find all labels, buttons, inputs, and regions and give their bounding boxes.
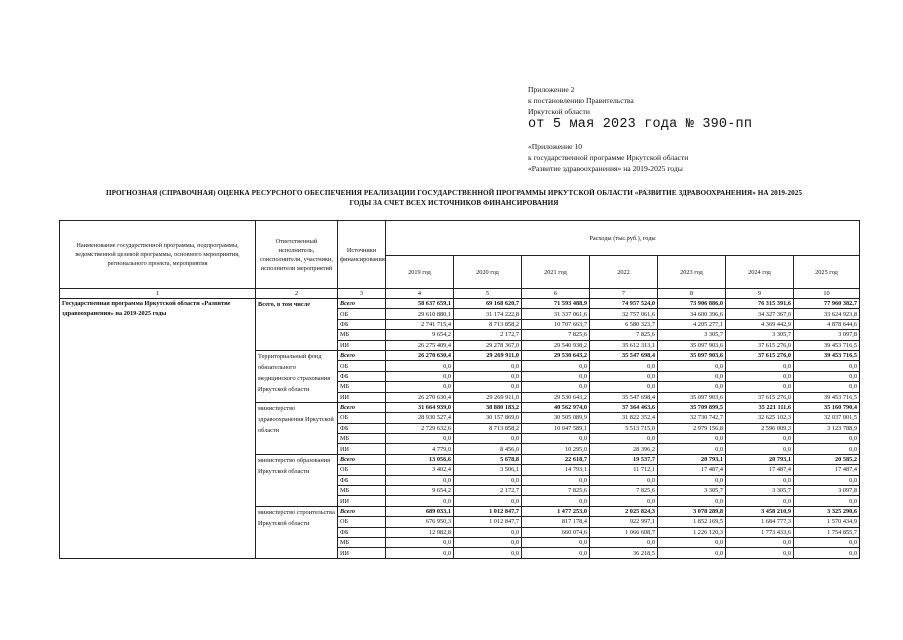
column-number: 9 xyxy=(726,289,794,299)
value-cell: 0,0 xyxy=(658,496,726,506)
value-cell: 0,0 xyxy=(522,382,590,392)
column-number: 5 xyxy=(454,289,522,299)
header-name: Наименование государственной программы, подпрограммы, ведомственной целевой программы, основного мероприятия, регионального проекта, мероприятия xyxy=(60,221,256,289)
value-cell: 77 960 382,7 xyxy=(794,299,860,309)
value-cell: 0,0 xyxy=(590,496,658,506)
value-cell: 0,0 xyxy=(454,527,522,537)
source-cell: ИИ xyxy=(338,392,386,402)
value-cell: 29 610 880,1 xyxy=(386,309,454,319)
value-cell: 38 880 183,2 xyxy=(454,402,522,412)
value-cell: 35 612 313,1 xyxy=(590,340,658,350)
value-cell: 3 325 290,6 xyxy=(794,506,860,516)
value-cell: 0,0 xyxy=(522,371,590,381)
value-cell: 1 773 433,6 xyxy=(726,527,794,537)
value-cell: 32 037 001,5 xyxy=(794,413,860,423)
value-cell: 5 513 715,0 xyxy=(590,423,658,433)
value-cell: 0,0 xyxy=(658,361,726,371)
value-cell: 3 097,8 xyxy=(794,330,860,340)
source-cell: ОБ xyxy=(338,465,386,475)
header-year: 2019 год xyxy=(386,256,454,289)
value-cell: 33 624 923,8 xyxy=(794,309,860,319)
value-cell: 32 757 061,6 xyxy=(590,309,658,319)
value-cell: 0,0 xyxy=(726,496,794,506)
value-cell: 0,0 xyxy=(386,361,454,371)
value-cell: 39 453 716,5 xyxy=(794,340,860,350)
value-cell: 30 505 089,9 xyxy=(522,413,590,423)
value-cell: 2 729 632,6 xyxy=(386,423,454,433)
value-cell: 3 402,4 xyxy=(386,465,454,475)
header-year: 2021 год xyxy=(522,256,590,289)
source-cell: МБ xyxy=(338,330,386,340)
value-cell: 0,0 xyxy=(658,382,726,392)
value-cell: 0,0 xyxy=(386,475,454,485)
value-cell: 1 012 847,7 xyxy=(454,506,522,516)
value-cell: 3 305,7 xyxy=(726,486,794,496)
value-cell: 30 157 869,0 xyxy=(454,413,522,423)
value-cell: 2 979 156,8 xyxy=(658,423,726,433)
source-cell: МБ xyxy=(338,434,386,444)
value-cell: 34 327 367,0 xyxy=(726,309,794,319)
appendix-line: «Развитие здравоохранения» на 2019-2025 годы xyxy=(528,164,683,173)
value-cell: 10 047 589,1 xyxy=(522,423,590,433)
source-cell: МБ xyxy=(338,382,386,392)
value-cell: 0,0 xyxy=(454,434,522,444)
value-cell: 31 664 939,0 xyxy=(386,402,454,412)
source-cell: Всего xyxy=(338,299,386,309)
value-cell: 0,0 xyxy=(590,361,658,371)
value-cell: 17 487,4 xyxy=(726,465,794,475)
value-cell: 26 275 409,4 xyxy=(386,340,454,350)
value-cell: 689 033,1 xyxy=(386,506,454,516)
value-cell: 7 825,6 xyxy=(522,330,590,340)
value-cell: 1 226 120,3 xyxy=(658,527,726,537)
value-cell: 0,0 xyxy=(658,434,726,444)
source-cell: ОБ xyxy=(338,517,386,527)
approval-line: к постановлению Правительства xyxy=(528,96,634,105)
value-cell: 40 562 974,0 xyxy=(522,402,590,412)
value-cell: 35 097 903,6 xyxy=(658,392,726,402)
value-cell: 4 205 277,1 xyxy=(658,319,726,329)
value-cell: 0,0 xyxy=(726,434,794,444)
value-cell: 31 822 352,4 xyxy=(590,413,658,423)
value-cell: 0,0 xyxy=(794,537,860,547)
value-cell: 0,0 xyxy=(794,434,860,444)
value-cell: 0,0 xyxy=(454,496,522,506)
value-cell: 35 547 698,4 xyxy=(590,350,658,360)
value-cell: 11 712,1 xyxy=(590,465,658,475)
value-cell: 29 530 643,2 xyxy=(522,392,590,402)
value-cell: 35 160 790,4 xyxy=(794,402,860,412)
value-cell: 0,0 xyxy=(794,361,860,371)
document-title xyxy=(64,188,844,208)
column-number: 10 xyxy=(794,289,860,299)
source-cell: ОБ xyxy=(338,309,386,319)
value-cell: 17 487,4 xyxy=(794,465,860,475)
header-year: 2020 год xyxy=(454,256,522,289)
value-cell: 0,0 xyxy=(794,444,860,454)
value-cell: 5 678,8 xyxy=(454,454,522,464)
column-number: 4 xyxy=(386,289,454,299)
value-cell: 36 218,5 xyxy=(590,548,658,558)
value-cell: 0,0 xyxy=(794,475,860,485)
value-cell: 3 305,7 xyxy=(658,486,726,496)
value-cell: 20 585,2 xyxy=(794,454,860,464)
value-cell: 0,0 xyxy=(454,382,522,392)
source-cell: ФБ xyxy=(338,527,386,537)
value-cell: 71 593 488,9 xyxy=(522,299,590,309)
value-cell: 26 270 630,4 xyxy=(386,392,454,402)
value-cell: 29 278 367,0 xyxy=(454,340,522,350)
value-cell: 29 530 643,2 xyxy=(522,350,590,360)
value-cell: 4 878 644,6 xyxy=(794,319,860,329)
value-cell: 0,0 xyxy=(454,537,522,547)
table-row xyxy=(60,299,860,309)
value-cell: 0,0 xyxy=(794,382,860,392)
value-cell: 0,0 xyxy=(454,548,522,558)
value-cell: 0,0 xyxy=(658,475,726,485)
value-cell: 26 270 630,4 xyxy=(386,350,454,360)
value-cell: 10 295,0 xyxy=(522,444,590,454)
value-cell: 0,0 xyxy=(590,382,658,392)
value-cell: 76 315 391,6 xyxy=(726,299,794,309)
source-cell: ОБ xyxy=(338,361,386,371)
value-cell: 32 625 102,3 xyxy=(726,413,794,423)
value-cell: 7 825,6 xyxy=(522,486,590,496)
value-cell: 0,0 xyxy=(726,537,794,547)
column-number: 7 xyxy=(590,289,658,299)
source-cell: ФБ xyxy=(338,319,386,329)
approval-date-number: от 5 мая 2023 года № 390-пп xyxy=(528,117,753,132)
source-cell: МБ xyxy=(338,537,386,547)
value-cell: 0,0 xyxy=(590,537,658,547)
value-cell: 39 453 716,5 xyxy=(794,392,860,402)
value-cell: 0,0 xyxy=(454,361,522,371)
value-cell: 31 337 061,6 xyxy=(522,309,590,319)
value-cell: 676 950,3 xyxy=(386,517,454,527)
value-cell: 660 074,6 xyxy=(522,527,590,537)
approval-block xyxy=(528,84,752,174)
executor-cell: Всего, в том числе xyxy=(256,299,338,351)
source-cell: ФБ xyxy=(338,371,386,381)
column-number: 6 xyxy=(522,289,590,299)
value-cell: 35 709 899,5 xyxy=(658,402,726,412)
executor-cell: министерство здравоохранения Иркутской области xyxy=(256,402,338,454)
value-cell: 0,0 xyxy=(726,475,794,485)
value-cell: 39 453 716,5 xyxy=(794,350,860,360)
value-cell: 3 123 788,9 xyxy=(794,423,860,433)
value-cell: 1 852 169,5 xyxy=(658,517,726,527)
header-year: 2024 год xyxy=(726,256,794,289)
value-cell: 0,0 xyxy=(658,444,726,454)
executor-cell: Территориальный фонд обязательного медицинского страхования Иркутской области xyxy=(256,350,338,402)
value-cell: 35 221 111,6 xyxy=(726,402,794,412)
header-expenses: Расходы (тыс.руб.), годы xyxy=(386,221,860,256)
value-cell: 2 172,7 xyxy=(454,486,522,496)
value-cell: 0,0 xyxy=(726,548,794,558)
value-cell: 2 172,7 xyxy=(454,330,522,340)
header-year: 2022 xyxy=(590,256,658,289)
value-cell: 1 012 847,7 xyxy=(454,517,522,527)
value-cell: 0,0 xyxy=(794,371,860,381)
value-cell: 0,0 xyxy=(726,371,794,381)
title-line: ГОДЫ ЗА СЧЕТ ВСЕХ ИСТОЧНИКОВ ФИНАНСИРОВАНИЯ xyxy=(349,199,559,207)
value-cell: 6 580 323,7 xyxy=(590,319,658,329)
value-cell: 3 305,7 xyxy=(658,330,726,340)
value-cell: 0,0 xyxy=(522,434,590,444)
source-cell: ИИ xyxy=(338,548,386,558)
title-line: ПРОГНОЗНАЯ (СПРАВОЧНАЯ) ОЦЕНКА РЕСУРСНОГО ОБЕСПЕЧЕНИЯ РЕАЛИЗАЦИИ ГОСУДАРСТВЕННОЙ ПРОГРАММЫ ИРКУТСКОЙ ОБЛАСТИ «РАЗВИТИЕ ЗДРАВООХРАНЕНИЯ» НА 2019-2025 xyxy=(105,189,803,197)
value-cell: 1 754 855,7 xyxy=(794,527,860,537)
value-cell: 37 615 276,0 xyxy=(726,350,794,360)
value-cell: 0,0 xyxy=(794,496,860,506)
column-number: 3 xyxy=(338,289,386,299)
value-cell: 1 477 253,0 xyxy=(522,506,590,516)
value-cell: 3 305,7 xyxy=(726,330,794,340)
value-cell: 1 066 608,7 xyxy=(590,527,658,537)
column-number: 1 xyxy=(60,289,256,299)
value-cell: 7 825,6 xyxy=(590,330,658,340)
value-cell: 3 078 289,8 xyxy=(658,506,726,516)
value-cell: 29 269 911,0 xyxy=(454,350,522,360)
column-number: 8 xyxy=(658,289,726,299)
value-cell: 73 906 886,0 xyxy=(658,299,726,309)
value-cell: 8 456,0 xyxy=(454,444,522,454)
value-cell: 10 707 663,7 xyxy=(522,319,590,329)
value-cell: 1 570 434,9 xyxy=(794,517,860,527)
value-cell: 0,0 xyxy=(386,434,454,444)
header-source: Источники финансирования xyxy=(338,221,386,289)
value-cell: 0,0 xyxy=(386,537,454,547)
value-cell: 817 178,4 xyxy=(522,517,590,527)
header-year: 2023 год xyxy=(658,256,726,289)
source-cell: ИИ xyxy=(338,496,386,506)
source-cell: Всего xyxy=(338,402,386,412)
value-cell: 0,0 xyxy=(454,371,522,381)
value-cell: 34 600 396,6 xyxy=(658,309,726,319)
executor-cell: министерство строительства Иркутской области xyxy=(256,506,338,558)
value-cell: 0,0 xyxy=(658,548,726,558)
value-cell: 922 997,1 xyxy=(590,517,658,527)
value-cell: 31 174 222,8 xyxy=(454,309,522,319)
value-cell: 0,0 xyxy=(522,361,590,371)
value-cell: 35 547 698,4 xyxy=(590,392,658,402)
value-cell: 14 793,1 xyxy=(522,465,590,475)
source-cell: ИИ xyxy=(338,444,386,454)
appendix-line: к государственной программе Иркутской области xyxy=(528,153,689,162)
value-cell: 0,0 xyxy=(522,475,590,485)
value-cell: 0,0 xyxy=(522,537,590,547)
value-cell: 20 793,1 xyxy=(726,454,794,464)
value-cell: 37 615 276,0 xyxy=(726,340,794,350)
column-number: 2 xyxy=(256,289,338,299)
value-cell: 29 269 911,0 xyxy=(454,392,522,402)
value-cell: 29 540 938,2 xyxy=(522,340,590,350)
value-cell: 19 537,7 xyxy=(590,454,658,464)
header-year: 2025 год xyxy=(794,256,860,289)
value-cell: 8 713 858,2 xyxy=(454,423,522,433)
value-cell: 2 025 824,3 xyxy=(590,506,658,516)
value-cell: 0,0 xyxy=(726,361,794,371)
value-cell: 0,0 xyxy=(386,496,454,506)
value-cell: 0,0 xyxy=(522,496,590,506)
value-cell: 0,0 xyxy=(726,382,794,392)
value-cell: 0,0 xyxy=(658,537,726,547)
value-cell: 4 369 442,9 xyxy=(726,319,794,329)
value-cell: 1 684 777,3 xyxy=(726,517,794,527)
value-cell: 0,0 xyxy=(590,434,658,444)
value-cell: 0,0 xyxy=(386,371,454,381)
value-cell: 35 097 903,6 xyxy=(658,340,726,350)
value-cell: 0,0 xyxy=(386,548,454,558)
value-cell: 8 713 858,2 xyxy=(454,319,522,329)
value-cell: 0,0 xyxy=(590,475,658,485)
appendix-line: «Приложение 10 xyxy=(528,142,583,151)
value-cell: 3 097,8 xyxy=(794,486,860,496)
header-executor: Ответственный исполнитель, соисполнители, участники, исполнители мероприятий xyxy=(256,221,338,289)
value-cell: 13 056,6 xyxy=(386,454,454,464)
value-cell: 2 596 009,3 xyxy=(726,423,794,433)
value-cell: 3 458 210,9 xyxy=(726,506,794,516)
value-cell: 35 097 903,6 xyxy=(658,350,726,360)
executor-cell: министерство образования Иркутской области xyxy=(256,454,338,506)
value-cell: 3 506,1 xyxy=(454,465,522,475)
value-cell: 0,0 xyxy=(794,548,860,558)
source-cell: ФБ xyxy=(338,475,386,485)
value-cell: 9 654,2 xyxy=(386,330,454,340)
funding-table xyxy=(59,220,860,559)
value-cell: 69 168 620,7 xyxy=(454,299,522,309)
source-cell: ОБ xyxy=(338,413,386,423)
value-cell: 37 615 276,0 xyxy=(726,392,794,402)
value-cell: 0,0 xyxy=(658,371,726,381)
value-cell: 74 957 524,0 xyxy=(590,299,658,309)
value-cell: 28 396,2 xyxy=(590,444,658,454)
value-cell: 9 654,2 xyxy=(386,486,454,496)
source-cell: ИИ xyxy=(338,340,386,350)
approval-line: Иркутской области xyxy=(528,107,590,116)
value-cell: 0,0 xyxy=(386,382,454,392)
value-cell: 2 741 715,4 xyxy=(386,319,454,329)
value-cell: 12 082,8 xyxy=(386,527,454,537)
value-cell: 17 487,4 xyxy=(658,465,726,475)
source-cell: Всего xyxy=(338,506,386,516)
value-cell: 7 825,6 xyxy=(590,486,658,496)
value-cell: 22 618,7 xyxy=(522,454,590,464)
value-cell: 37 364 463,6 xyxy=(590,402,658,412)
value-cell: 0,0 xyxy=(522,548,590,558)
value-cell: 0,0 xyxy=(726,444,794,454)
source-cell: МБ xyxy=(338,486,386,496)
value-cell: 32 730 742,7 xyxy=(658,413,726,423)
value-cell: 4 779,0 xyxy=(386,444,454,454)
source-cell: Всего xyxy=(338,454,386,464)
value-cell: 0,0 xyxy=(454,475,522,485)
value-cell: 20 793,1 xyxy=(658,454,726,464)
value-cell: 28 930 527,4 xyxy=(386,413,454,423)
program-name: Государственная программа Иркутской области «Развитие здравоохранения» на 2019-2025 годы xyxy=(60,299,256,559)
value-cell: 58 637 659,1 xyxy=(386,299,454,309)
source-cell: ФБ xyxy=(338,423,386,433)
source-cell: Всего xyxy=(338,350,386,360)
value-cell: 0,0 xyxy=(590,371,658,381)
approval-line: Приложение 2 xyxy=(528,85,575,94)
